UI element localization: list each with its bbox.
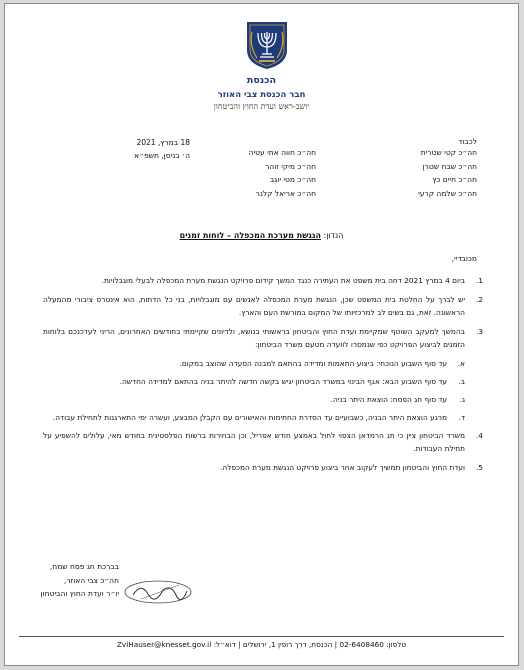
item-text: בהמשך למעקב השוטף שמקיימת ועדת החוץ והביטחון בראשותי בנושא, ולדיונים שקיימתי בחודשים האחרונים, הריני לעדכנכם בלוחות הזמנים לביצוע הפרויקט כפי שנמסרו לוועדה מטעם משרד הביטחון: xyxy=(43,327,465,349)
signature-closing: בברכת חג פסח שמח, xyxy=(49,562,119,571)
date-gregorian: 18 במרץ, 2021 xyxy=(136,138,190,147)
recipient: חה״כ חיים כץ xyxy=(432,175,477,184)
letter-page xyxy=(4,3,519,666)
subject-label: הנדון: xyxy=(323,231,344,240)
sub-item xyxy=(43,393,483,406)
recipients-label: לכבוד xyxy=(458,137,477,146)
sub-item xyxy=(43,375,483,388)
sub-item-letter: ג. xyxy=(459,395,465,404)
handwritten-signature-icon xyxy=(121,576,195,606)
recipient: חה״כ שלמה קרעי xyxy=(418,188,477,198)
numbered-item xyxy=(43,461,483,474)
sub-item-text: עד סוף השבוע הבא: אגף הבינוי במשרד הביטחון יגיש בקשה חדשה להיתר בניה בהתאם למדידה החדשה. xyxy=(119,377,447,386)
sub-item-text: מרגע הוצאת היתר הבניה, כשבועיים עד הסדרת החתימות והאישורים עם הקבלן המבצע, ועשרה ימי התארגנות לתחילת עבודה. xyxy=(52,413,447,422)
recipient: חה״כ אריאל קלנר xyxy=(255,188,316,198)
footer-divider xyxy=(19,636,504,637)
numbered-item xyxy=(43,293,483,319)
sub-item-text: עד סוף חג הפסח: הוצאת היתר בניה. xyxy=(330,395,447,404)
signature-name: חה״כ צבי האוזר, xyxy=(63,575,119,585)
recipient: חה״כ חווה אתי עטיה xyxy=(248,148,316,157)
item-number: 2. xyxy=(475,295,483,304)
sub-item-letter: ד. xyxy=(458,413,465,422)
numbered-item xyxy=(43,325,483,351)
item-text: ביום 4 במרץ 2021 דחה בית משפט את העתירה כנגד המשך קידום פרויקט הנגשת מערת המכפלה לבעלי מוגבלויות. xyxy=(101,276,465,285)
knesset-emblem-icon xyxy=(244,20,290,70)
item-number: 4. xyxy=(475,431,483,440)
item-number: 3. xyxy=(475,327,483,336)
sub-item-letter: א. xyxy=(457,359,465,368)
date-hebrew: ה׳ בניסן, תשפ״א xyxy=(134,151,190,160)
header-member: חבר הכנסת צבי האוזר xyxy=(217,90,306,100)
recipient: חה״כ שבח שטרן xyxy=(422,161,477,171)
item-text: יש לברך על החלטת בית המשפט שכן, הנגשת מערת המכפלה לאנשים עם מוגבלויות, בני כל הדתות, הוא אינטרס ציבורי מהמעלה הראשונה. זאת, גם בשים לב למרכזיותו של המקום במורשת העם והארץ. xyxy=(43,295,465,317)
greeting: מכובדיי, xyxy=(451,254,477,263)
numbered-item xyxy=(43,274,483,287)
subject-text: הנגשת מערכת המכפלה – לוחות זמנים xyxy=(179,231,321,240)
sub-item-letter: ב. xyxy=(458,377,465,386)
numbered-item xyxy=(43,429,483,455)
item-text: משרד הביטחון ציין כי תנ הרמדאן הצפוי לחול באמצע חודש אפריל, וכן הבחירות ברשות הפלסטינית בחודש מאי, עלולים להשפיע על תחילת העבודות. xyxy=(43,431,465,453)
recipients-middle-list xyxy=(249,146,316,200)
signature-title: יו״ר ועדת החוץ והביטחון xyxy=(40,589,119,598)
signature-block xyxy=(41,560,119,601)
footer-separator: | xyxy=(332,640,338,649)
sub-item xyxy=(43,357,483,370)
item-number: 5. xyxy=(475,463,483,472)
footer xyxy=(5,640,518,649)
letter-body xyxy=(43,274,483,480)
header-knesset: הכנסת xyxy=(246,75,277,86)
footer-email-label: דוא״ל: xyxy=(213,640,236,649)
subject-line xyxy=(5,231,518,240)
sub-item xyxy=(43,411,483,424)
footer-phone: טלפון: 02-6408460 xyxy=(339,640,407,649)
footer-separator: | xyxy=(235,640,241,649)
item-number: 1. xyxy=(475,276,483,285)
recipient: חה״כ מטי יוגב xyxy=(269,175,316,184)
recipients-right-list xyxy=(418,146,477,200)
footer-address: הכנסת, דרך רופין 1, ירושלים xyxy=(242,640,333,649)
recipient: חה״כ קטי שטרית xyxy=(420,148,477,157)
header-role: יושב-ראש ועדת החוץ והביטחון xyxy=(213,102,310,111)
item-text: ועדת החוץ והביטחון תמשיך לעקוב אחר ביצוע פרויקט הנגשת מערת המכפלה. xyxy=(220,463,465,472)
footer-email[interactable]: ZviHauser@knesset.gov.il xyxy=(116,640,212,649)
recipient: חה״כ מיקי זוהר xyxy=(265,161,316,171)
sub-item-text: עד סוף השבוע הנוכחי: ביצוע התאמות ומדידה בהתאם למבנה הסעדה שהוצב במקום. xyxy=(179,359,447,368)
